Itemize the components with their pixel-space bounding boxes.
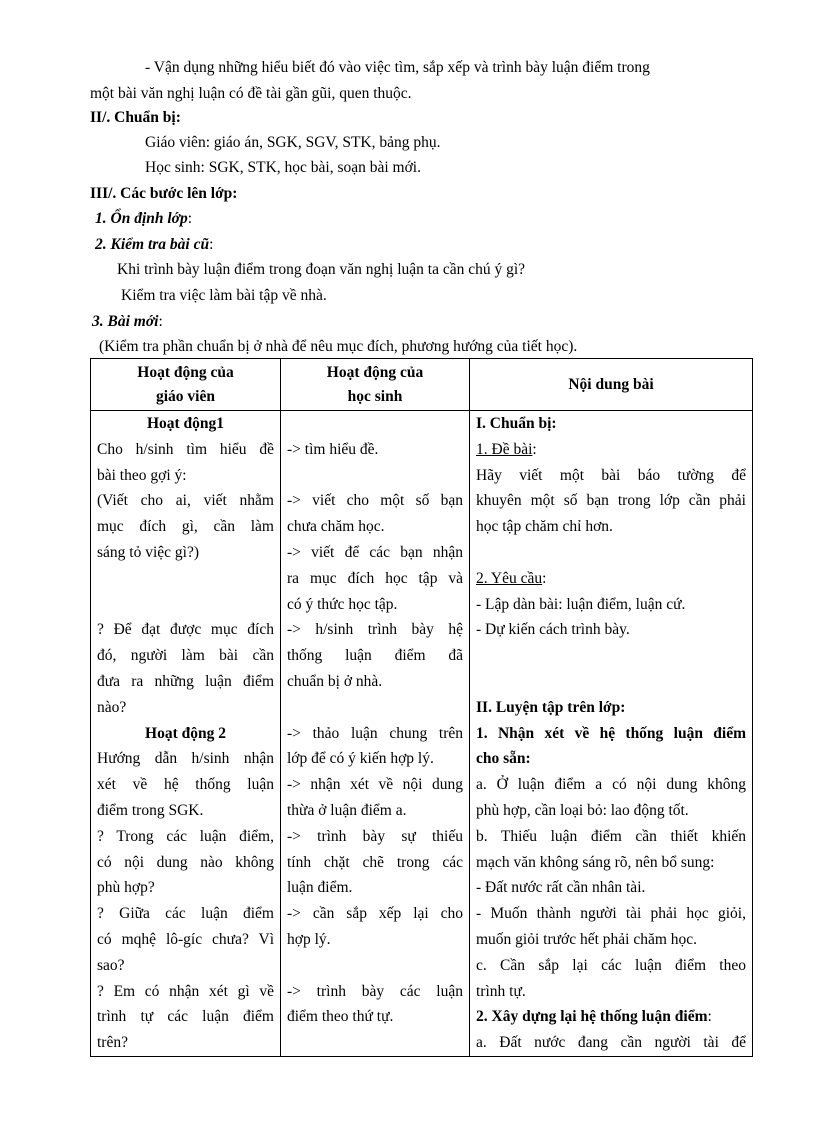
student-line	[287, 463, 463, 489]
teacher-line: Hoạt động 2	[145, 724, 226, 742]
teacher-line: ? Để đạt được mục đích	[97, 621, 274, 639]
content-spacer	[476, 643, 746, 669]
student-line: điểm theo thứ tự.	[287, 1008, 394, 1026]
table-body-row	[91, 411, 753, 1057]
student-line: thừa ở luận điểm a.	[287, 801, 407, 819]
teacher-line: trình tự các luận điểm	[97, 1008, 274, 1026]
content-topic-heading	[476, 437, 746, 463]
student-line	[287, 695, 463, 721]
teacher-activities-cell	[91, 411, 281, 1057]
intro-line-2: một bài văn nghị luận có đề tài gần gũi, quen thuộc.	[90, 85, 412, 102]
student-line: lớp để có ý kiến hợp lý.	[287, 750, 434, 768]
content-line: c. Cần sắp lại các luận điểm theo	[476, 956, 746, 974]
student-line: -> trình bày sự thiếu	[287, 827, 463, 845]
content-line: cho sẵn:	[476, 750, 531, 768]
content-section-1-title: I. Chuẩn bị:	[476, 415, 557, 432]
content-line: - Đất nước rất cần nhân tài.	[476, 879, 646, 897]
step-3-title: 3. Bài mới	[92, 313, 159, 330]
content-line: b. Thiếu luận điểm cần thiết khiến	[476, 827, 746, 845]
student-line: -> viết cho một số bạn	[287, 492, 463, 510]
teacher-line: sáng tỏ việc gì?)	[97, 543, 200, 561]
teacher-line: có nội dung nào không	[97, 853, 274, 871]
content-line: khuyên một số bạn trong lớp cần phải	[476, 492, 746, 510]
content-spacer	[476, 540, 746, 566]
header-content: Nội dung bài	[470, 359, 753, 411]
build-heading-text: 2. Xây dựng lại hệ thống luận điểm	[476, 1008, 708, 1026]
student-line: tính chặt chẽ trong các	[287, 853, 463, 871]
student-line: ra mục đích học tập và	[287, 569, 463, 587]
teacher-line: phù hợp?	[97, 879, 155, 897]
content-line: - Lập dàn bài: luận điểm, luận cứ.	[476, 595, 686, 613]
header-student-line-2: học sinh	[347, 387, 403, 405]
step-1-colon: :	[187, 210, 193, 227]
header-student	[281, 359, 470, 411]
student-line: chưa chăm học.	[287, 518, 385, 536]
student-activities-cell	[281, 411, 470, 1057]
student-line: -> cần sắp xếp lại cho	[287, 905, 463, 923]
teacher-line: đưa ra những luận điểm	[97, 672, 274, 690]
content-spacer	[476, 669, 746, 695]
content-line: a. Ở luận điểm a có nội dung không	[476, 776, 746, 794]
student-line	[287, 411, 463, 437]
teacher-line: Cho h/sinh tìm hiểu đề	[97, 440, 274, 458]
content-line: trình tự.	[476, 982, 526, 1000]
student-line	[287, 953, 463, 979]
lesson-table	[90, 358, 753, 1057]
teacher-line: bài theo gợi ý:	[97, 466, 187, 484]
teacher-line: ? Trong các luận điểm,	[97, 827, 274, 845]
content-line: - Muốn thành người tài phải học giỏi,	[476, 905, 746, 923]
step-2-homework: Kiểm tra việc làm bài tập về nhà.	[121, 287, 327, 304]
student-line: có ý thức học tập.	[287, 595, 398, 613]
topic-heading-text: 1. Đề bài	[476, 440, 533, 458]
content-line: - Dự kiến cách trình bày.	[476, 621, 630, 639]
steps-heading: III/. Các bước lên lớp:	[90, 185, 238, 202]
teacher-line: nào?	[97, 698, 127, 716]
teacher-line	[97, 592, 274, 618]
table-header-row	[91, 359, 753, 411]
teacher-line: ? Giữa các luận điểm	[97, 905, 274, 923]
content-line: 1. Nhận xét về hệ thống luận điểm	[476, 724, 746, 742]
student-line: thống luận điểm đã	[287, 647, 463, 665]
content-line: mạch văn không sáng rõ, nên bổ sung:	[476, 853, 715, 871]
topic-heading-colon: :	[532, 440, 537, 458]
prep-student: Học sinh: SGK, STK, học bài, soạn bài mới.	[145, 159, 421, 176]
step-3	[92, 312, 163, 332]
teacher-line: điểm trong SGK.	[97, 801, 204, 819]
lesson-content-cell	[470, 411, 753, 1057]
teacher-line: (Viết cho ai, viết nhằm	[97, 492, 274, 510]
prep-heading: II/. Chuẩn bị:	[90, 109, 181, 126]
requirements-heading-text: 2. Yêu cầu	[476, 569, 543, 587]
student-line	[287, 1030, 463, 1056]
content-line: muốn giỏi trước hết phải chăm học.	[476, 930, 698, 948]
header-teacher-line-1: Hoạt động của	[137, 363, 234, 381]
teacher-line: Hướng dẫn h/sinh nhận	[97, 750, 274, 768]
intro-line-1: - Vận dụng những hiểu biết đó vào việc tìm, sắp xếp và trình bày luận điểm trong	[145, 59, 650, 76]
teacher-line: có mqhệ lô-gíc chưa? Vì	[97, 930, 274, 948]
content-line: phù hợp, cần loại bỏ: lao động tốt.	[476, 801, 689, 819]
header-teacher-line-2: giáo viên	[156, 387, 215, 405]
content-build-heading	[476, 1004, 746, 1030]
student-line: -> tìm hiểu đề.	[287, 440, 379, 458]
student-line: -> thảo luận chung trên	[287, 724, 463, 742]
student-line: hợp lý.	[287, 930, 331, 948]
requirements-heading-colon: :	[542, 569, 547, 587]
student-line: -> h/sinh trình bày hệ	[287, 621, 463, 639]
header-teacher	[91, 359, 281, 411]
step-3-colon: :	[158, 313, 163, 330]
teacher-line: đó, người làm bài cần	[97, 647, 274, 665]
teacher-line	[97, 566, 274, 592]
prep-teacher: Giáo viên: giáo án, SGK, SGV, STK, bảng phụ.	[145, 134, 441, 151]
teacher-line: trên?	[97, 1034, 128, 1052]
student-line: -> viết để các bạn nhận	[287, 543, 463, 561]
teacher-line: ? Em có nhận xét gì về	[97, 982, 274, 1000]
student-line: luận điểm.	[287, 879, 353, 897]
step-2-colon: :	[209, 236, 214, 253]
teacher-line: xét về hệ thống luận	[97, 776, 274, 794]
header-student-line-1: Hoạt động của	[326, 363, 424, 381]
content-line: a. Đất nước đang cần người tài để	[476, 1034, 746, 1052]
step-2-title: 2. Kiểm tra bài cũ	[95, 236, 210, 253]
teacher-line: mục đích gì, cần làm	[97, 518, 274, 536]
content-requirements-heading	[476, 566, 746, 592]
step-2-question: Khi trình bày luận điểm trong đoạn văn nghị luận ta cần chú ý gì?	[117, 261, 526, 278]
student-line: chuẩn bị ở nhà.	[287, 672, 383, 690]
step-3-note: (Kiểm tra phần chuẩn bị ở nhà để nêu mục đích, phương hướng của tiết học).	[99, 338, 578, 355]
content-section-2-title: II. Luyện tập trên lớp:	[476, 698, 626, 716]
teacher-line: sao?	[97, 956, 125, 974]
content-line: Hãy viết một bài báo tường để	[476, 466, 746, 484]
content-line: học tập chăm chỉ hơn.	[476, 518, 613, 536]
step-1	[95, 209, 192, 229]
student-line: -> trình bày các luận	[287, 982, 463, 1000]
teacher-line: Hoạt động1	[146, 415, 225, 432]
student-line: -> nhận xét về nội dung	[287, 776, 463, 794]
build-heading-colon: :	[707, 1008, 712, 1026]
step-1-title: 1. Ổn định lớp	[95, 210, 188, 227]
step-2	[95, 235, 213, 255]
